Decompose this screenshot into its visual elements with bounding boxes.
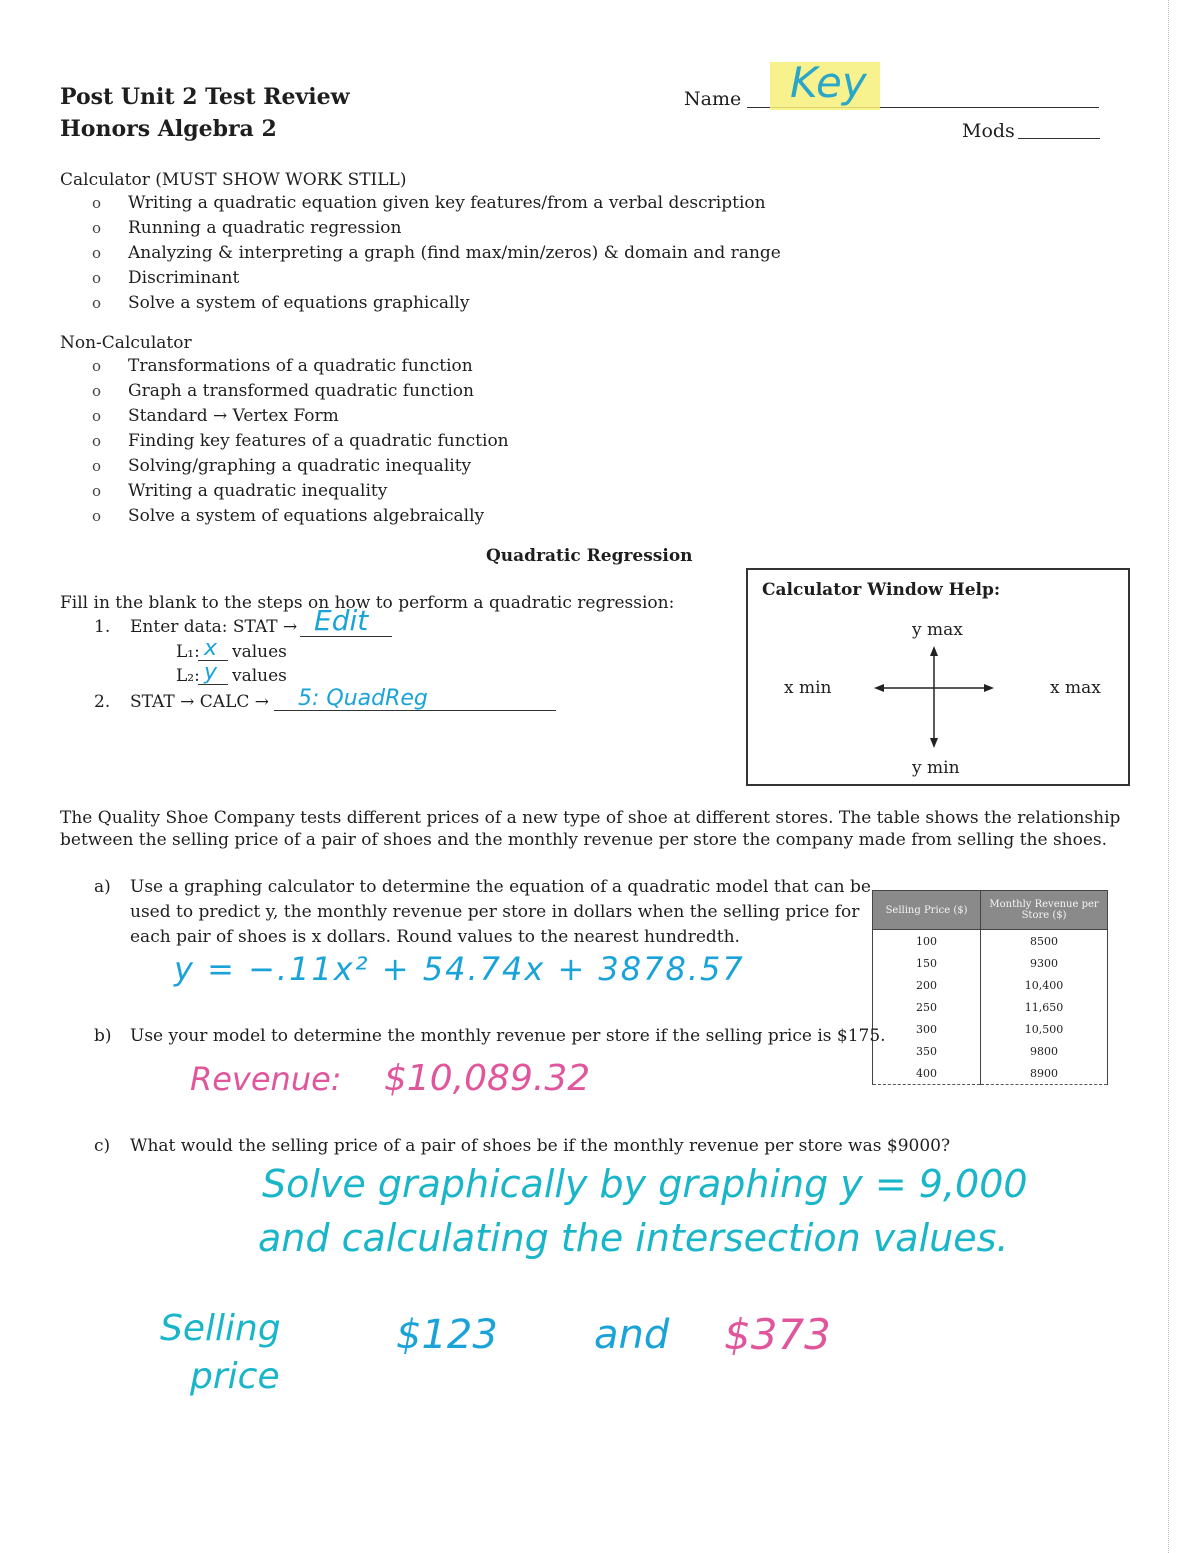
bullet-icon: o	[92, 431, 102, 450]
part-a-answer: y = −.11x² + 54.74x + 3878.57	[174, 950, 745, 988]
step1-number: 1.	[94, 617, 111, 637]
table-row: 200 10,400	[873, 974, 1108, 996]
bullet-icon: o	[92, 356, 102, 375]
table-row: 400 8900	[873, 1062, 1108, 1085]
shoe-table	[872, 890, 1108, 1085]
calculator-list	[60, 190, 781, 315]
mods-field[interactable]	[1018, 138, 1100, 139]
table-row: 100 8500	[873, 930, 1108, 953]
axes-icon	[872, 644, 996, 752]
l2-label: L₂:	[176, 666, 200, 686]
selling-label-line2: price	[190, 1356, 280, 1397]
part-c-answer-line2: and calculating the intersection values.	[258, 1216, 1009, 1260]
bullet-icon: o	[92, 268, 102, 287]
noncalc-list	[60, 353, 509, 528]
list-item: o Standard → Vertex Form	[60, 403, 509, 428]
problem-intro-line1: The Quality Shoe Company tests different prices of a new type of shoe at different stores. The table shows the relationship	[60, 808, 1121, 828]
bullet-icon: o	[92, 456, 102, 475]
l1-label: L₁:	[176, 642, 200, 662]
list-item: o Writing a quadratic inequality	[60, 478, 509, 503]
window-help-title: Calculator Window Help:	[762, 580, 1001, 600]
noncalc-heading: Non-Calculator	[60, 333, 192, 353]
table-row: 250 11,650	[873, 996, 1108, 1018]
name-label: Name	[684, 88, 742, 110]
answer-value-2: $373	[724, 1310, 831, 1359]
bullet-icon: o	[92, 381, 102, 400]
list-item: o Writing a quadratic equation given key features/from a verbal description	[60, 190, 781, 215]
list-item: o Solving/graphing a quadratic inequality	[60, 453, 509, 478]
bullet-icon: o	[92, 506, 102, 525]
part-b-text: Use your model to determine the monthly revenue per store if the selling price is $175.	[130, 1026, 886, 1046]
l2-suffix: values	[232, 666, 287, 686]
list-item: o Graph a transformed quadratic function	[60, 378, 509, 403]
list-item: o Solve a system of equations graphically	[60, 290, 781, 315]
part-c-label: c)	[94, 1136, 111, 1156]
part-b-answer-label: Revenue:	[190, 1060, 342, 1098]
list-item: o Solve a system of equations algebraically	[60, 503, 509, 528]
table-row: 300 10,500	[873, 1018, 1108, 1040]
regression-instruction: Fill in the blank to the steps on how to perform a quadratic regression:	[60, 593, 675, 613]
xmax-label: x max	[1050, 678, 1101, 698]
l1-suffix: values	[232, 642, 287, 662]
list-item: o Running a quadratic regression	[60, 215, 781, 240]
selling-label-line1: Selling	[160, 1308, 281, 1349]
window-help-box	[746, 568, 1130, 786]
part-c-answer-line1: Solve graphically by graphing y = 9,000	[262, 1162, 1028, 1206]
regression-heading: Quadratic Regression	[486, 546, 693, 566]
step2-answer: 5: QuadReg	[298, 686, 428, 711]
bullet-icon: o	[92, 481, 102, 500]
table-row: 150 9300	[873, 952, 1108, 974]
step1-answer: Edit	[314, 604, 369, 637]
table-header: Monthly Revenue per Store ($)	[981, 891, 1108, 930]
page-title: Post Unit 2 Test Review	[60, 84, 350, 110]
list-item: o Discriminant	[60, 265, 781, 290]
name-answer: Key	[790, 58, 867, 107]
bullet-icon: o	[92, 293, 102, 312]
bullet-icon: o	[92, 193, 102, 212]
ymax-label: y max	[912, 620, 963, 640]
part-a-label: a)	[94, 877, 111, 897]
l2-answer: y	[204, 660, 218, 685]
answer-and: and	[594, 1312, 670, 1358]
list-item: o Transformations of a quadratic function	[60, 353, 509, 378]
xmin-label: x min	[784, 678, 832, 698]
step1-text: Enter data: STAT →	[130, 617, 298, 637]
mods-label: Mods	[962, 120, 1015, 142]
answer-value-1: $123	[396, 1312, 498, 1358]
ymin-label: y min	[912, 758, 960, 778]
calculator-heading: Calculator (MUST SHOW WORK STILL)	[60, 170, 407, 190]
bullet-icon: o	[92, 406, 102, 425]
list-item: o Finding key features of a quadratic function	[60, 428, 509, 453]
part-a-line2: used to predict y, the monthly revenue per store in dollars when the selling price for	[130, 902, 860, 922]
table-row: 350 9800	[873, 1040, 1108, 1062]
problem-intro-line2: between the selling price of a pair of shoes and the monthly revenue per store the company made from selling the shoes.	[60, 830, 1108, 850]
part-b-label: b)	[94, 1026, 112, 1046]
scan-edge-divider	[1168, 0, 1169, 1553]
bullet-icon: o	[92, 218, 102, 237]
step2-number: 2.	[94, 692, 111, 712]
part-c-text: What would the selling price of a pair of shoes be if the monthly revenue per store was $9000?	[130, 1136, 951, 1156]
list-item: o Analyzing & interpreting a graph (find max/min/zeros) & domain and range	[60, 240, 781, 265]
part-b-answer-value: $10,089.32	[384, 1058, 591, 1099]
part-a-line3: each pair of shoes is x dollars. Round values to the nearest hundredth.	[130, 927, 740, 947]
step2-text: STAT → CALC →	[130, 692, 270, 712]
l1-answer: x	[204, 636, 218, 661]
course-title: Honors Algebra 2	[60, 116, 277, 142]
part-a-line1: Use a graphing calculator to determine the equation of a quadratic model that can be	[130, 877, 871, 897]
bullet-icon: o	[92, 243, 102, 262]
table-header: Selling Price ($)	[873, 891, 981, 930]
